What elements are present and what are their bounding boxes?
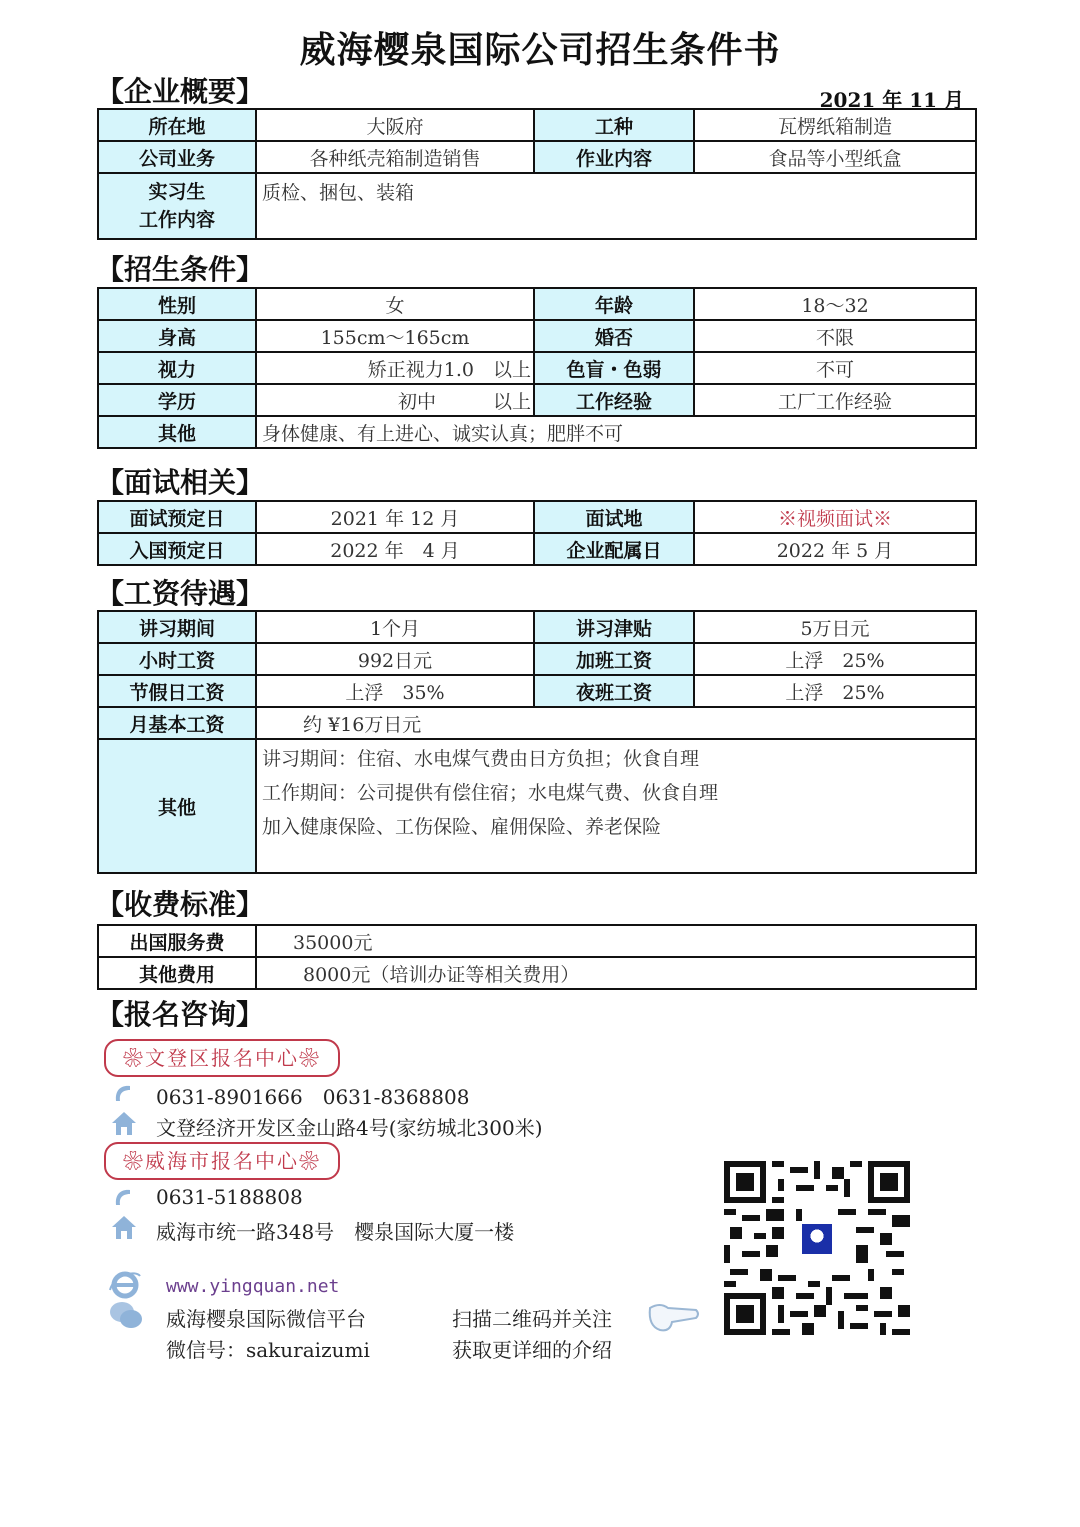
section-contact-heading: 【报名咨询】 (96, 998, 265, 1031)
salary-note-line: 加入健康保险、工伤保险、雇佣保险、养老保险 (262, 816, 662, 838)
website-link[interactable]: www.yingquan.net (166, 1276, 340, 1297)
weihai-address: 威海市统一路348号 樱泉国际大厦一楼 (156, 1220, 515, 1244)
value-cell: 5万日元 (694, 611, 976, 643)
table-row (98, 416, 976, 448)
label-cell: 讲习期间 (98, 611, 256, 643)
value-cell: 上浮 35% (256, 675, 534, 707)
value-cell: 992日元 (256, 643, 534, 675)
wendeng-address: 文登经济开发区金山路4号(家纺城北300米) (156, 1116, 543, 1140)
table-row (98, 643, 976, 675)
value-cell: 矫正视力1.0 以上 (256, 352, 534, 384)
page-title: 威海樱泉国际公司招生条件书 (299, 30, 781, 71)
table-row (98, 675, 976, 707)
scan-instruction-1: 扫描二维码并关注 (452, 1307, 612, 1331)
table-row (98, 739, 976, 873)
value-cell: 大阪府 (256, 109, 534, 141)
label-cell: 企业配属日 (534, 533, 694, 565)
table-row (98, 707, 976, 739)
interview-location-value: ※视频面试※ (694, 501, 976, 533)
table-row (98, 109, 976, 141)
scan-instruction-2: 获取更详细的介绍 (452, 1338, 612, 1362)
label-cell: 工作经验 (534, 384, 694, 416)
table-row (98, 288, 976, 320)
value-cell: 身体健康、有上进心、诚实认真；肥胖不可 (256, 416, 976, 448)
intern-label-line: 工作内容 (138, 209, 215, 231)
table-row (98, 173, 976, 239)
intern-label-line: 实习生 (148, 181, 206, 203)
phone-icon (110, 1083, 136, 1109)
section-company-heading: 【企业概要】 (96, 75, 265, 108)
label-cell: 公司业务 (98, 141, 256, 173)
label-cell: 年龄 (534, 288, 694, 320)
table-row (98, 611, 976, 643)
label-cell: 学历 (98, 384, 256, 416)
label-cell: 小时工资 (98, 643, 256, 675)
table-row (98, 501, 976, 533)
value-cell: 155cm～165cm (256, 320, 534, 352)
ie-browser-icon (108, 1270, 142, 1304)
label-cell: 其他 (98, 739, 256, 873)
label-cell: 所在地 (98, 109, 256, 141)
label-cell: 加班工资 (534, 643, 694, 675)
label-cell: 节假日工资 (98, 675, 256, 707)
table-row (98, 533, 976, 565)
label-cell: 夜班工资 (534, 675, 694, 707)
table-row (98, 141, 976, 173)
value-cell: 35000元 (256, 925, 976, 957)
salary-note-line: 工作期间：公司提供有偿住宿；水电煤气费、伙食自理 (262, 782, 719, 804)
table-row (98, 384, 976, 416)
label-cell: 作业内容 (534, 141, 694, 173)
label-cell: 婚否 (534, 320, 694, 352)
phone-icon (110, 1187, 136, 1213)
value-cell: 不限 (694, 320, 976, 352)
wechat-icon (108, 1300, 144, 1334)
label-cell: 月基本工资 (98, 707, 256, 739)
value-cell: 1个月 (256, 611, 534, 643)
label-cell (98, 173, 256, 239)
section-requirements-heading: 【招生条件】 (96, 253, 265, 286)
wendeng-center-badge: ❀文登区报名中心❀ (104, 1039, 340, 1077)
requirements-table (97, 287, 977, 449)
label-cell: 出国服务费 (98, 925, 256, 957)
label-cell: 面试预定日 (98, 501, 256, 533)
label-cell: 身高 (98, 320, 256, 352)
pointing-hand-icon (646, 1300, 700, 1338)
value-cell: 女 (256, 288, 534, 320)
value-cell: 18～32 (694, 288, 976, 320)
table-row (98, 352, 976, 384)
company-table (97, 108, 977, 240)
value-cell: 2022 年 5 月 (694, 533, 976, 565)
value-cell: 初中 以上 (256, 384, 534, 416)
salary-note-line: 讲习期间：住宿、水电煤气费由日方负担；伙食自理 (262, 748, 700, 770)
interview-table (97, 500, 977, 566)
label-cell: 工种 (534, 109, 694, 141)
weihai-phone[interactable]: 0631-5188808 (156, 1185, 303, 1209)
table-row (98, 925, 976, 957)
value-cell: 工厂工作经验 (694, 384, 976, 416)
label-cell: 色盲・色弱 (534, 352, 694, 384)
label-cell: 面试地 (534, 501, 694, 533)
salary-table (97, 610, 977, 874)
label-cell: 性别 (98, 288, 256, 320)
value-cell: 2021 年 12 月 (256, 501, 534, 533)
label-cell: 其他费用 (98, 957, 256, 989)
weihai-center-badge: ❀威海市报名中心❀ (104, 1142, 340, 1180)
document-date: 2021 年 11 月 (819, 88, 964, 112)
label-cell: 讲习津贴 (534, 611, 694, 643)
section-interview-heading: 【面试相关】 (96, 466, 265, 499)
label-cell: 其他 (98, 416, 256, 448)
value-cell: 不可 (694, 352, 976, 384)
wechat-id: 微信号：sakuraizumi (166, 1338, 370, 1362)
value-cell: 约 ¥16万日元 (256, 707, 976, 739)
fees-table (97, 924, 977, 990)
intern-value-cell: 质检、捆包、装箱 (256, 173, 976, 239)
house-icon (110, 1110, 138, 1140)
qr-code[interactable] (724, 1160, 910, 1336)
value-cell: 食品等小型纸盒 (694, 141, 976, 173)
label-cell: 入国预定日 (98, 533, 256, 565)
table-row (98, 957, 976, 989)
salary-other-cell (256, 739, 976, 873)
table-row (98, 320, 976, 352)
value-cell: 上浮 25% (694, 675, 976, 707)
section-fees-heading: 【收费标准】 (96, 888, 265, 921)
value-cell: 2022 年 4 月 (256, 533, 534, 565)
value-cell: 上浮 25% (694, 643, 976, 675)
value-cell: 各种纸壳箱制造销售 (256, 141, 534, 173)
section-salary-heading: 【工资待遇】 (96, 577, 265, 610)
house-icon (110, 1214, 138, 1244)
wendeng-phone[interactable]: 0631-8901666 0631-8368808 (156, 1085, 470, 1109)
label-cell: 视力 (98, 352, 256, 384)
wechat-platform: 威海樱泉国际微信平台 (166, 1307, 366, 1331)
value-cell: 8000元（培训办证等相关费用） (256, 957, 976, 989)
value-cell: 瓦楞纸箱制造 (694, 109, 976, 141)
